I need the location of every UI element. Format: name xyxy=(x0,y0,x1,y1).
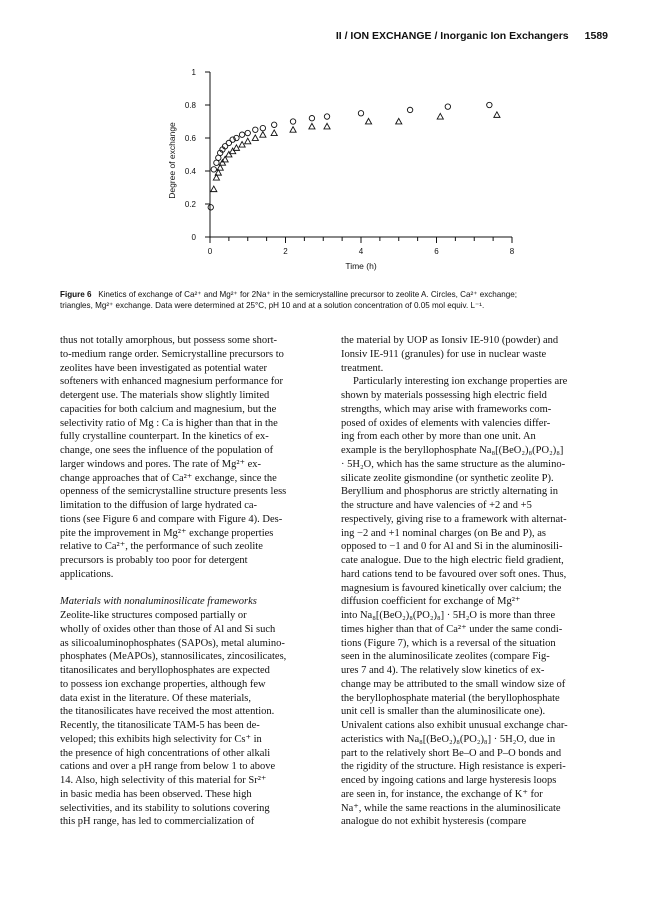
text-line: Na⁺, while the same reactions in the aluminosilicate xyxy=(341,802,561,814)
text-line: the rigidity of the structure. High resistance is experi- xyxy=(341,761,566,773)
y-tick-label: 0.4 xyxy=(184,167,196,176)
y-axis-label: Degree of exchange xyxy=(167,122,177,199)
text-line: applications. xyxy=(60,568,114,580)
page-number: 1589 xyxy=(584,30,608,42)
text-line: part to the relatively short Be–O and P–O bonds and xyxy=(341,747,562,759)
text-line: into Na₈[(BeO₂)₈(PO₂)₈] · 5H₂O is more than three xyxy=(341,610,556,621)
mg-data-point xyxy=(226,151,232,157)
text-line: seen in the aluminosilicate zeolites (compare Fig- xyxy=(341,651,550,663)
chart-marks xyxy=(208,102,500,210)
ca-data-point xyxy=(211,167,216,172)
ca-data-point xyxy=(260,125,265,130)
text-line: cations and over a pH range from below 1 to above xyxy=(60,761,276,773)
text-line: veloped; this exhibits high selectivity for Cs⁺ in xyxy=(60,733,262,745)
text-line: wholly of oxides other than those of Al and Si such xyxy=(60,623,276,635)
text-line: tions (Figure 7), which is a reversal of the situation xyxy=(341,637,556,649)
text-line: opposed to −1 and 0 for Al and Si in the aluminosili- xyxy=(341,541,563,553)
text-line: titanosilicates and beryllophosphates are expected xyxy=(60,665,270,676)
text-line: larger windows and pores. The rate of Mg²⁺ ex- xyxy=(60,458,262,470)
paragraph-gap xyxy=(60,582,328,596)
caption-text-1: Kinetics of exchange of Ca²⁺ and Mg²⁺ for 2Na⁺ in the semicrystalline precursor to zeolite A. Circles, Ca²⁺ exchange; xyxy=(98,290,518,299)
text-line: ing from each other by more than one unit. An xyxy=(341,431,536,443)
text-line: the presence of high concentrations of other alkali xyxy=(60,747,271,759)
x-tick-label: 8 xyxy=(509,247,515,256)
text-line: ing −2 and +1 nominal charges (on Be and P), as xyxy=(341,527,546,539)
text-line: the structure and have valencies of +2 and +5 xyxy=(341,500,532,511)
text-line: tions (see Figure 6 and compare with Figure 4). Des- xyxy=(60,513,283,525)
mg-data-point xyxy=(233,145,239,151)
text-line: zeolites have been investigated as potential water xyxy=(60,362,268,374)
y-tick-label: 0.8 xyxy=(184,101,196,110)
chart-axes xyxy=(167,68,515,271)
x-tick-label: 6 xyxy=(434,247,439,256)
text-line: the material by UOP as Ionsiv IE-910 (powder) and xyxy=(341,335,559,346)
text-line: strengths, which may arise with frameworks com- xyxy=(341,403,552,415)
ca-data-point xyxy=(245,130,250,135)
text-line: ures 7 and 4). The relatively slow kinetics of ex- xyxy=(341,665,545,676)
text-line: 14. Also, high selectivity of this material for Sr²⁺ xyxy=(60,775,267,786)
x-axis-label: Time (h) xyxy=(345,261,377,271)
text-line: openness of the semicrystalline structure presents less xyxy=(60,486,287,498)
text-line: cate analogue. Due to the high electric field gradient, xyxy=(341,555,564,566)
text-line: as silicoaluminophosphates (SAPOs), metal alumino- xyxy=(60,637,285,649)
mg-data-point xyxy=(211,186,217,192)
y-tick-label: 0 xyxy=(191,233,196,242)
y-tick-label: 0.2 xyxy=(184,200,196,209)
mg-data-point xyxy=(230,148,236,154)
right-text-column xyxy=(341,334,609,829)
figure-caption xyxy=(60,289,612,311)
text-line: change may be attributed to the small window size of xyxy=(341,678,566,690)
ca-data-point xyxy=(239,132,244,137)
text-line: the beryllophosphate material (the beryllophosphate xyxy=(341,692,560,704)
ca-data-point xyxy=(309,116,314,121)
text-line: Zeolite-like structures composed partially or xyxy=(60,610,247,621)
mg-data-point xyxy=(309,123,315,129)
text-line: respectively, giving rise to a framework with alternat- xyxy=(341,513,567,525)
section-title: II / ION EXCHANGE / Inorganic Ion Exchangers xyxy=(335,30,569,42)
ca-data-point xyxy=(290,119,295,124)
mg-data-point xyxy=(494,112,500,118)
section-heading: Materials with nonaluminosilicate frameworks xyxy=(60,596,257,608)
text-line: selectivity ratio of Mg : Ca is higher than that in the xyxy=(60,417,278,429)
text-line: limitation to the diffusion of large hydrated ca- xyxy=(60,500,258,511)
ca-data-point xyxy=(208,205,213,210)
text-line: enced by ingoing cations and large hysteresis loops xyxy=(341,775,557,786)
text-line: change, one sees the influence of the population of xyxy=(60,445,274,456)
text-line: Beryllium and phosphorus are strictly alternating in xyxy=(341,486,558,498)
text-line: thus not totally amorphous, but possess some short- xyxy=(60,335,277,346)
text-line: posed of oxides of elements with valencies differ- xyxy=(341,417,551,429)
text-line: to possess ion exchange properties, although few xyxy=(60,678,266,690)
ca-data-point xyxy=(445,104,450,109)
mg-data-point xyxy=(260,132,266,138)
y-tick-label: 1 xyxy=(191,68,196,77)
ca-data-point xyxy=(271,122,276,127)
text-line: diffusion coefficient for exchange of Mg²⁺ xyxy=(341,596,521,608)
text-line: analogue do not exhibit hysteresis (compare xyxy=(341,816,527,828)
x-tick-label: 0 xyxy=(207,247,213,256)
mg-data-point xyxy=(437,113,443,119)
x-tick-label: 2 xyxy=(283,247,288,256)
text-line: times higher than that of Ca²⁺ under the same condi- xyxy=(341,623,563,635)
mg-data-point xyxy=(290,127,296,133)
caption-text-2: triangles, Mg²⁺ exchange. Data were determined at 25°C, pH 10 and at a solution concentration of 0.05 mol equiv. L⁻¹. xyxy=(60,301,485,310)
mg-data-point xyxy=(396,118,402,124)
caption-line-1 xyxy=(60,289,612,300)
text-line: precursors is probably too poor for detergent xyxy=(60,555,248,566)
text-line: Univalent cations also exhibit unusual exchange char- xyxy=(341,720,568,731)
text-line: to-medium range order. Semicrystalline precursors to xyxy=(60,348,284,360)
text-line: data exist in the literature. Of these materials, xyxy=(60,692,251,704)
figure-label: Figure 6 xyxy=(60,290,92,299)
text-line: treatment. xyxy=(341,362,384,374)
text-line: fully crystalline counterpart. In the kinetics of ex- xyxy=(60,431,269,443)
text-line: the titanosilicates have received the most attention. xyxy=(60,706,275,718)
text-line: pite the improvement in Mg²⁺ exchange properties xyxy=(60,527,274,539)
text-line: this pH range, has led to commercialization of xyxy=(60,816,255,828)
text-line: phosphates (MeAPOs), stannosilicates, zincosilicates, xyxy=(60,651,287,663)
text-line: unit cell is smaller than the aluminosilicate one). xyxy=(341,706,546,718)
text-line: are seen in, for instance, the exchange of K⁺ for xyxy=(341,788,543,800)
ca-data-point xyxy=(253,127,258,132)
mg-data-point xyxy=(252,135,258,141)
x-tick-label: 4 xyxy=(358,247,364,256)
text-line: Particularly interesting ion exchange properties are xyxy=(353,376,568,388)
text-line: in basic media has been observed. These high xyxy=(60,788,252,800)
ca-data-point xyxy=(487,102,492,107)
text-line: selectivities, and its stability to solutions covering xyxy=(60,802,270,814)
text-line: change approaches that of Ca²⁺ exchange, since the xyxy=(60,472,277,484)
mg-data-point xyxy=(365,118,371,124)
text-line: softeners with enhanced magnesium performance for xyxy=(60,376,284,388)
ca-data-point xyxy=(407,107,412,112)
left-text-column xyxy=(60,334,328,829)
text-line: example is the beryllophosphate Na₈[(BeO₂)₈(PO₂)₈] xyxy=(341,445,564,456)
mg-data-point xyxy=(324,123,330,129)
mg-data-point xyxy=(245,138,251,144)
text-line: magnesium is favoured kinetically over calcium; the xyxy=(341,582,562,594)
text-line: silicate zeolite gismondine (or synthetic zeolite P). xyxy=(341,472,554,484)
text-line: relative to Ca²⁺, the performance of such zeolite xyxy=(60,541,263,553)
text-line: hard cations tend to be favoured over soft ones. Thus, xyxy=(341,568,567,580)
text-line: detergent use. The materials show slightly limited xyxy=(60,390,270,401)
text-line: capacities for both calcium and magnesium, but the xyxy=(60,403,277,415)
text-line: acteristics with Na₈[(BeO₂)₈(PO₂)₈] · 5H₂O, due in xyxy=(341,733,556,745)
figure-6-chart xyxy=(0,0,668,290)
ca-data-point xyxy=(324,114,329,119)
mg-data-point xyxy=(239,142,245,148)
text-line: Recently, the titanosilicate TAM-5 has been de- xyxy=(60,720,260,731)
mg-data-point xyxy=(271,130,277,136)
ca-data-point xyxy=(358,111,363,116)
y-tick-label: 0.6 xyxy=(184,134,196,143)
text-line: · 5H₂O, which has the same structure as the alumino- xyxy=(341,458,566,470)
text-line: Ionsiv IE-911 (granules) for use in nuclear waste xyxy=(341,348,547,360)
text-line: shown by materials possessing high electric field xyxy=(341,390,547,401)
